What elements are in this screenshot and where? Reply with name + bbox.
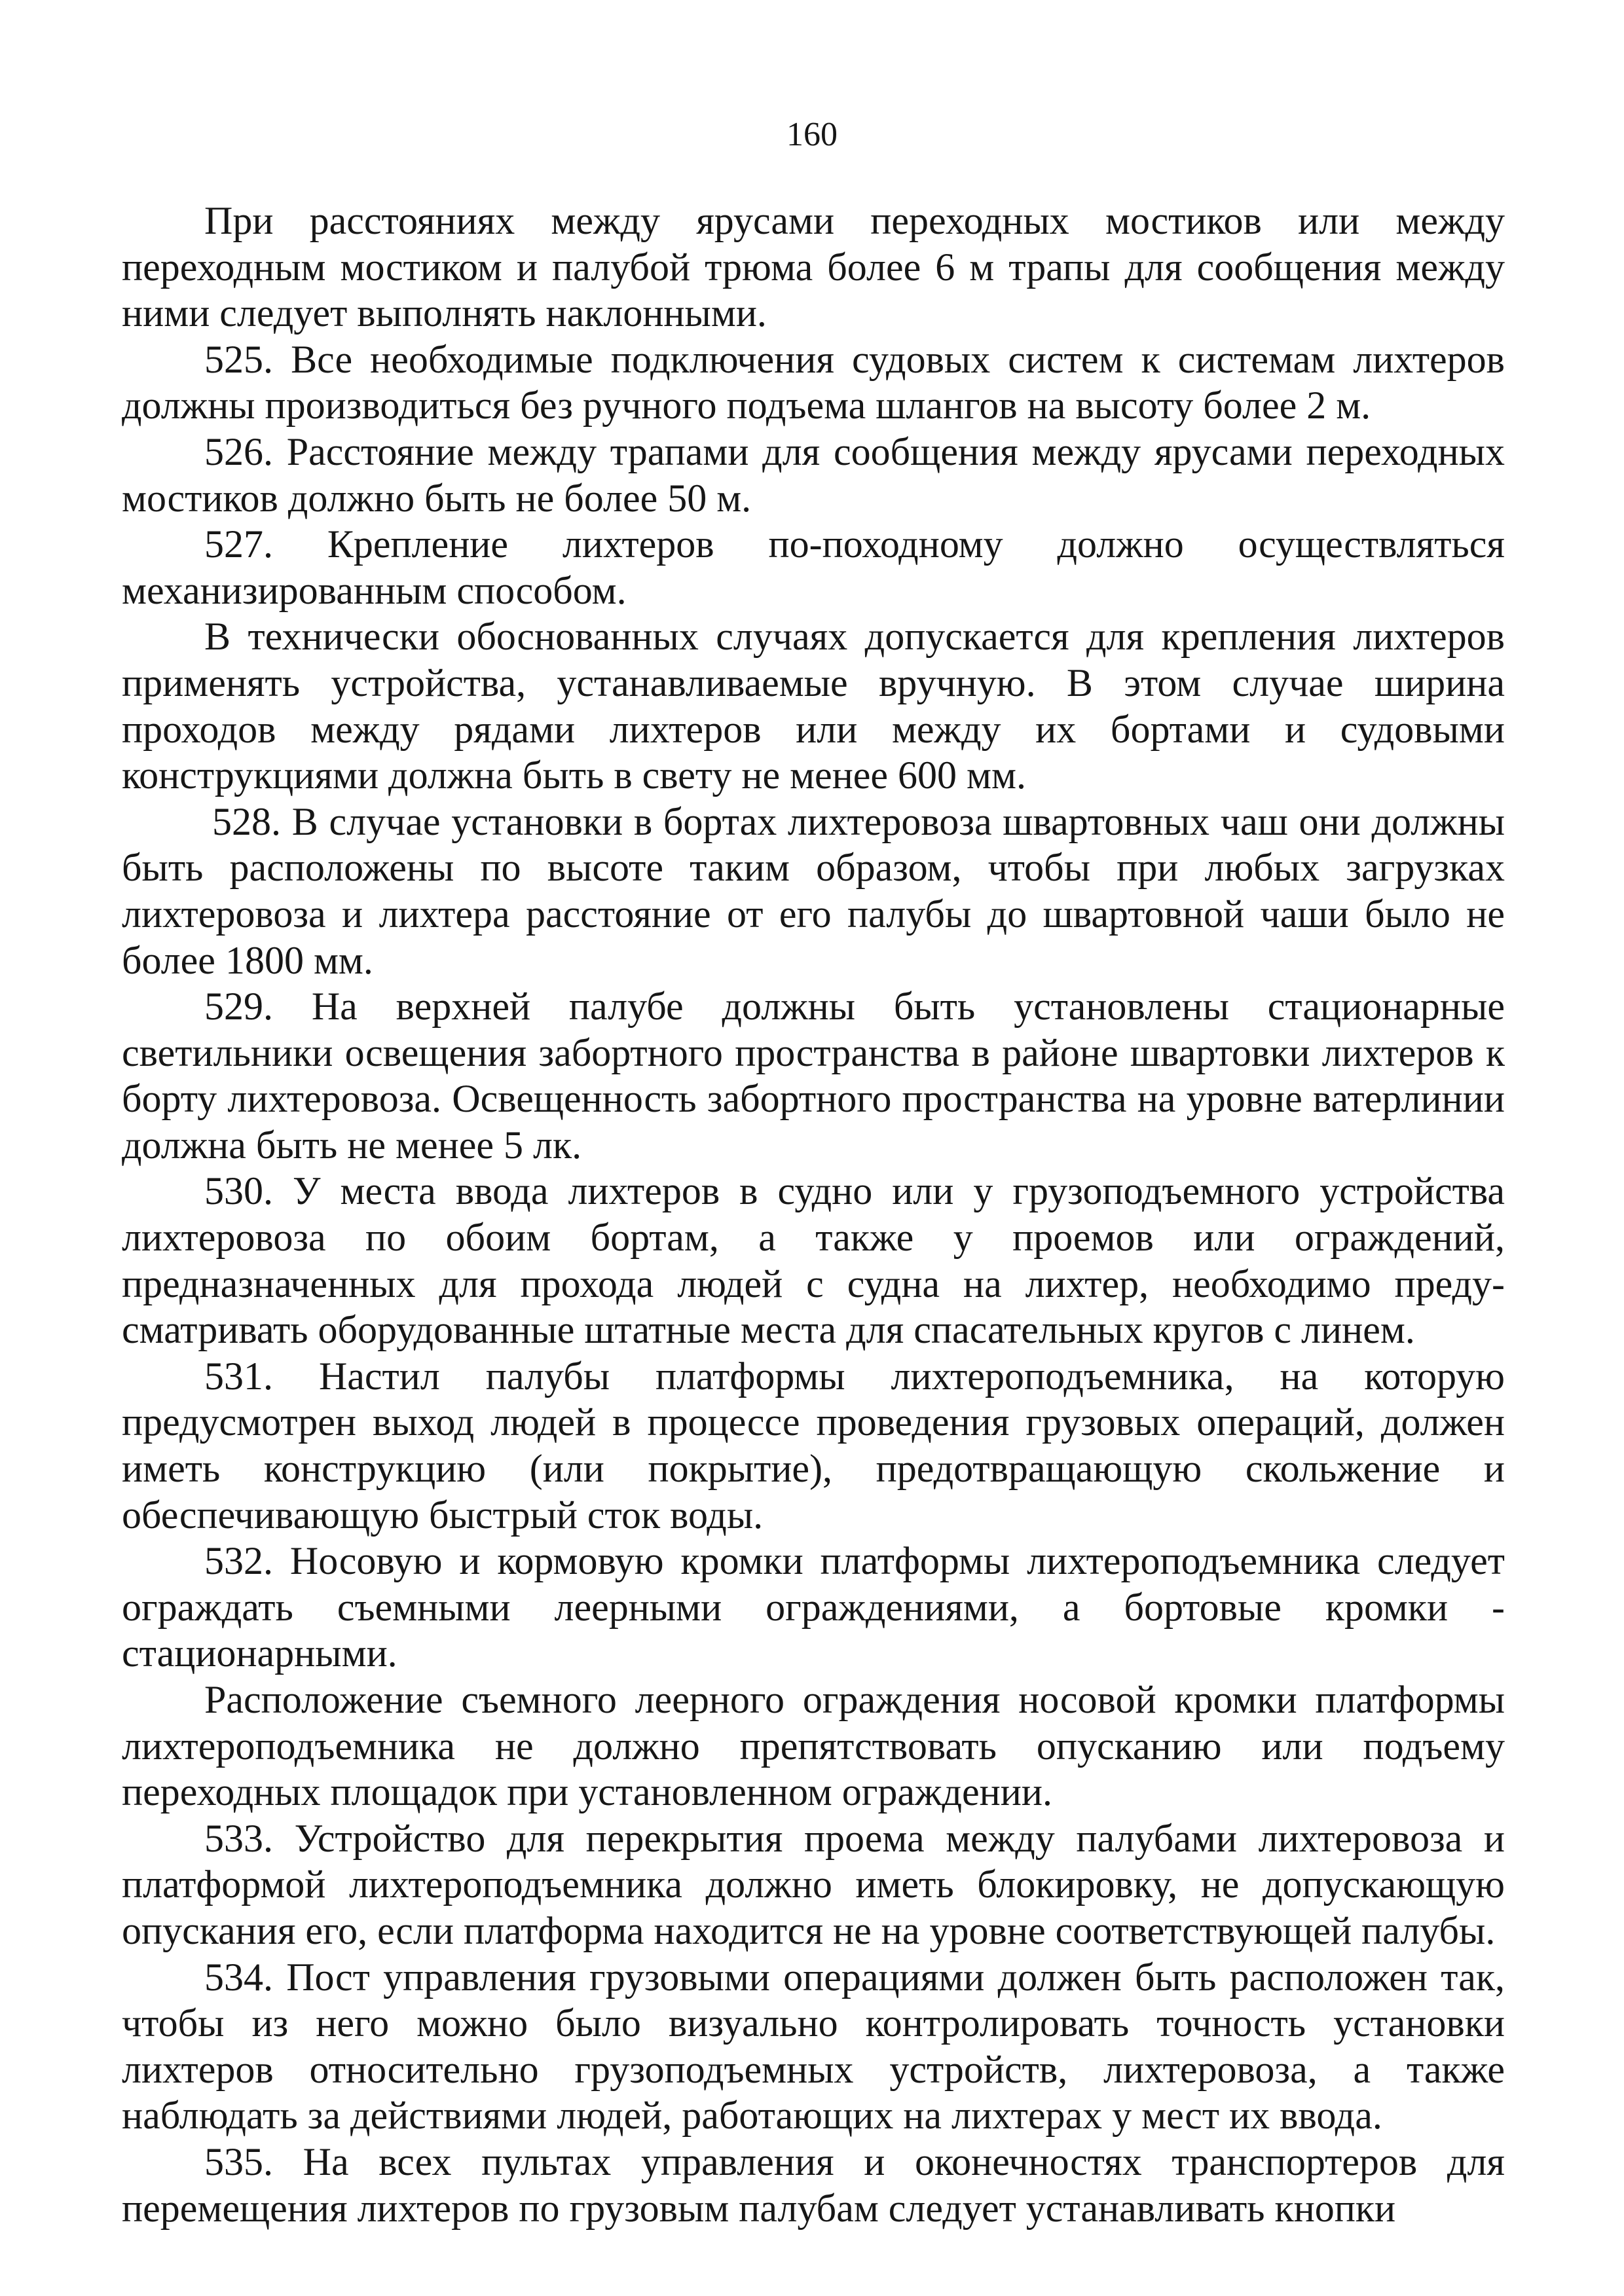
paragraph-532: 532. Носовую и кормовую кромки платформы лихтероподъемника следует ограждать съемными леерными ограждениями, а бортовые кромки - стационарными. bbox=[122, 1539, 1505, 1675]
paragraph-530: 530. У места ввода лихтеров в судно или у грузоподъемного устройства лихтеровоза по обоим бортам, а также у проемов или ограждений, предназначенных для прохода людей с судна на лихтер, необходимо предусматривать оборудованные штатные места для спасательных кругов с линем. bbox=[122, 1169, 1505, 1352]
paragraph-533: 533. Устройство для перекрытия проема между палубами лихтеровоза и платформой лихтероподъемника должно иметь блокировку, не допускающую опускания его, если платформа находится не на уровне соответствующей палубы. bbox=[122, 1816, 1505, 1952]
paragraph-531: 531. Настил палубы платформы лихтероподъемника, на которую предусмотрен выход людей в процессе проведения грузовых операций, должен иметь конструкцию (или покрытие), предотвращающую скольжение и обеспечивающую быстрый сток воды. bbox=[122, 1354, 1505, 1537]
paragraph-526: 526. Расстояние между трапами для сообщения между ярусами переходных мостиков должно быть не более 50 м. bbox=[122, 429, 1505, 520]
paragraph-532-continued: Расположение съемного леерного ограждения носовой кромки платформы лихтероподъемника не должно препятствовать опусканию или подъему переходных площадок при установленном ограждении. bbox=[122, 1678, 1505, 1814]
paragraph-534: 534. Пост управления грузовыми операциями должен быть расположен так, чтобы из него можно было визуально контролировать точность установки лихтеров относительно грузоподъемных устройств, лихтеровоза, а также наблюдать за действиями людей, работающих на лихтерах у мест их ввода. bbox=[122, 1955, 1505, 2138]
paragraph-ladders-intro: При расстояниях между ярусами переходных мостиков или между переходным мостиком и палубой трюма более 6 м трапы для сообщения между ними следует выполнять наклонными. bbox=[122, 199, 1505, 335]
paragraph-525: 525. Все необходимые подключения судовых систем к системам лихтеров должны производиться без ручного подъема шлангов на высоту более 2 м. bbox=[122, 337, 1505, 428]
page-number: 160 bbox=[786, 116, 838, 153]
document-body bbox=[122, 198, 1505, 2231]
paragraph-527: 527. Крепление лихтеров по-походному должно осуществляться механизированным способом. bbox=[122, 522, 1505, 612]
paragraph-527-continued: В технически обоснованных случаях допускается для крепления лихтеров применять устройства, устанавливаемые вручную. В этом случае ширина проходов между рядами лихтеров или между их бортами и судовыми конструкциями должна быть в свету не менее 600 мм. bbox=[122, 615, 1505, 797]
paragraph-529: 529. На верхней палубе должны быть установлены стационарные светильники освещения забортного пространства в районе швартовки лихтеров к борту лихтеровоза. Освещенность забортного пространства на уровне ватерлинии должна быть не менее 5 лк. bbox=[122, 985, 1505, 1167]
paragraph-535: 535. На всех пультах управления и оконечностях транспортеров для перемещения лихтеров по грузовым палубам следует устанавливать кнопки bbox=[122, 2140, 1505, 2230]
paragraph-528: 528. В случае установки в бортах лихтеровоза швартовных чаш они должны быть расположены по высоте таким образом, чтобы при любых загрузках лихтеровоза и лихтера расстояние от его палубы до швартовной чаши было не более 1800 мм. bbox=[122, 799, 1505, 982]
